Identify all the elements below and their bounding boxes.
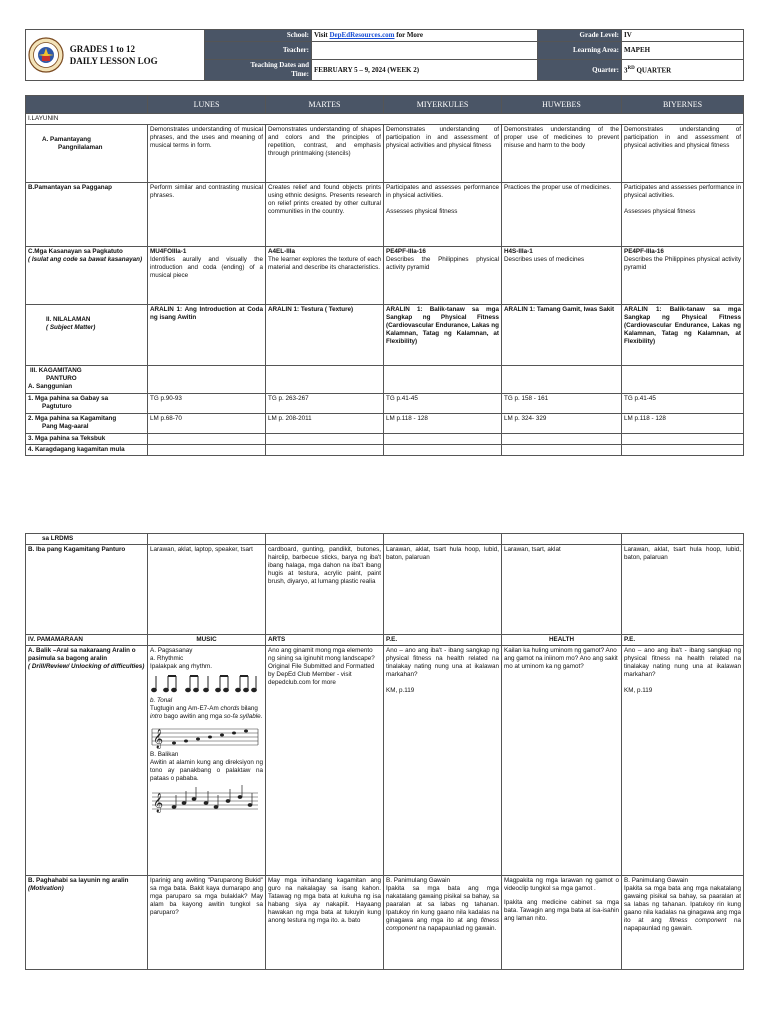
cell-r3-miyerkules [384,434,502,445]
cell-r2-huwebes: LM p. 324- 329 [502,414,622,434]
row-label-karagdagang-kagamitan: 4. Karagdagang kagamitan mula [26,445,148,456]
cell-b-miyerkules: Participates and assesses performance in physical activities. Assesses physical fitness [384,183,502,247]
music-tonal-text: Tugtugin ang Am-E7-Am chords bilang intro bago awitin ang mga so-fa syllable. [150,705,263,720]
subject-pe-1: P.E. [384,635,502,646]
svg-text:𝄞: 𝄞 [153,729,164,749]
cell-r2-biyernes: LM p.118 - 128 [622,414,744,434]
music-staff-icon [150,785,260,819]
cell-balik-aral-pe-2: Ano – ano ang iba't - ibang sangkap ng physical fitness na health related na tinalakay nating nung una at ikalawan markahan? KM, p.119 [622,646,744,876]
row-label-teksbuk: 3. Mga pahina sa Teksbuk [26,434,148,445]
cell-lrdms-huwebes [502,534,622,545]
day-header-martes: MARTES [266,96,384,114]
cell-lrdms-martes [266,534,384,545]
area-label: Learning Area: [538,42,622,60]
cell-r3-martes [266,434,384,445]
cell-paghahabi-pe-2: B. Panimulang Gawain Ipakita sa mga bata ang mga nakatalang gawaing pisikal sa bahay, sa paaralan at sa labas ng tahanan. Ipatukoy rin kung gaano nila kadalas na ginagawa ang mga ito at ang fitness component na napapaunlad ng gawain. [622,876,744,970]
cell-ii-miyerkules: ARALIN 1: Balik-tanaw sa mga Sangkap ng Physical Fitness (Cardiovascular Endurance, Lakas ng Kalamnan, Tatag ng Kalamnan, at Flexibility) [384,305,502,366]
row-label-kagamitang-panturo: III. KAGAMITANG PANTURO A. Sanggunian [26,366,148,394]
cell-c-miyerkules: PE4PF-IIIa-16 Describes the Philippines physical activity pyramid [384,247,502,305]
area-value: MAPEH [622,42,744,60]
header-corner [26,96,148,114]
teacher-value [312,42,538,60]
cell-balik-aral-pe-1: Ano – ano ang iba't - ibang sangkap ng physical fitness na health related na tinalakay nating nung una at ikalawan markahan? KM, p.119 [384,646,502,876]
cell-balik-aral-arts: Ano ang ginamit mong mga elemento ng sining sa iginuhit mong landscape? Original File Submitted and Formatted by DepEd Club Member - visit depedclub.com for more [266,646,384,876]
day-header-huwebes: HUWEBES [502,96,622,114]
row-label-pamamaraan: IV. PAMAMARAAN [26,635,148,646]
cell-a-biyernes: Demonstrates understanding of participation in and assessment of physical activities and physical fitness [622,125,744,183]
row-label-pamantayang-pangnilalaman: A. Pamantayang Pangnilalaman [26,125,148,183]
quarter-label: Quarter: [538,60,622,81]
cell-r4-biyernes [622,445,744,456]
cell-r2-martes: LM p. 208-2011 [266,414,384,434]
row-label-kagamitang-mag-aaral: 2. Mga pahina sa Kagamitang Pang Mag-aaral [26,414,148,434]
cell-iii-lunes [148,366,266,394]
cell-a-lunes: Demonstrates understanding of musical phrases, and the uses and meaning of musical terms in form. [148,125,266,183]
log-title [70,43,158,67]
cell-paghahabi-arts: May mga inihandang kagamitan ang guro na nakalagay sa isang kahon. Tatawag ng mga bata at kukuha ng isa habang siya ay nakapiit. Hayaang hawakan ng mga bata at tukuyin kung anong testura ng mga ito. a. bato [266,876,384,970]
cell-r3-huwebes [502,434,622,445]
cell-c-lunes: MU4FOIIIa-1 Identifies aurally and visually the introduction and coda (ending) of a musical piece [148,247,266,305]
cell-paghahabi-music: Iparinig ang awiting "Paruparong Bukid" sa mga bata. Bakit kaya dumarapo ang mga paruparo sa mga bulaklak? May alam ba kayong awitin tungkol sa paruparo? [148,876,266,970]
cell-ii-martes: ARALIN 1: Testura ( Texture) [266,305,384,366]
music-pagsasanay: A. Pagsasanay [150,647,193,654]
day-header-biyernes: BIYERNES [622,96,744,114]
cell-r2-lunes: LM p.68-70 [148,414,266,434]
lesson-table-part1 [25,95,744,456]
cell-paghahabi-health: Magpakita ng mga larawan ng gamot o videoclip tungkol sa mga gamot . Ipakita ang medicine cabinet sa mga bata. Tawagin ang mga bata at isa-isahin ang laman nito. [502,876,622,970]
grade-value: IV [622,30,744,42]
subject-arts: ARTS [266,635,384,646]
cell-iii-huwebes [502,366,622,394]
cell-r3-biyernes [622,434,744,445]
music-staff-icon [150,723,260,749]
row-label-iba-pang-kagamitan: B. Iba pang Kagamitang Panturo [26,545,148,635]
title-line2: DAILY LESSON LOG [69,56,158,66]
cell-lrdms-miyerkules [384,534,502,545]
cell-b2-martes: cardboard, gunting, pandikit, butones, hairclip, barbecue sticks, barya ng iba't ibang halaga, mga dahon na iba't ibang hugis at testura, acrylic paint, paint brush, diyaryo, at lumang plastic realia [266,545,384,635]
cell-iii-martes [266,366,384,394]
cell-c-huwebes: H4S-IIIa-1 Describes uses of medicines [502,247,622,305]
cell-r1-huwebes: TG p. 158 - 161 [502,394,622,414]
cell-c-biyernes: PE4PF-IIIa-16 Describes the Philippines physical activity pyramid [622,247,744,305]
cell-b2-miyerkules: Larawan, aklat, tsart hula hoop, lubid, baton, palaruan [384,545,502,635]
cell-c-martes: A4EL-IIIa The learner explores the texture of each material and describe its characteristics. [266,247,384,305]
subject-pe-2: P.E. [622,635,744,646]
rhythm-notes-icon [150,673,260,695]
cell-r4-miyerkules [384,445,502,456]
header-table [25,29,744,81]
cell-balik-aral-music: A. Pagsasanay a. Rhythmic Ipalakpak ang rhythm. b. Tonal Tugtugin ang Am-E7-Am chords bilang intro bago awitin ang mga so-fa syllable. 𝄞 B. Balikan Awitin at alamin kung ang direksiyon ng tono ay panakbang o palaktaw na pataas o pababa. 𝄞 [148,646,266,876]
cell-r4-lunes [148,445,266,456]
cell-r1-martes: TG p. 263-267 [266,394,384,414]
cell-b-martes: Creates relief and found objects prints using ethnic designs. Presents research on relief prints created by other cultural communities in the country. [266,183,384,247]
cell-b-huwebes: Practices the proper use of medicines. [502,183,622,247]
subject-music: MUSIC [148,635,266,646]
row-label-nilalaman: II. NILALAMAN ( Subject Matter) [26,305,148,366]
row-label-lrdms: sa LRDMS [26,534,148,545]
cell-b-biyernes: Participates and assesses performance in physical activities. Assesses physical fitness [622,183,744,247]
cell-r4-huwebes [502,445,622,456]
deped-seal-logo [28,37,64,73]
grade-label: Grade Level: [538,30,622,42]
cell-b2-lunes: Larawan, aklat, laptop, speaker, tsart [148,545,266,635]
row-label-paghahabi: B. Paghahabi sa layunin ng aralin (Motivation) [26,876,148,970]
cell-r2-miyerkules: LM p.118 - 128 [384,414,502,434]
row-label-balik-aral: A. Balik –Aral sa nakaraang Aralin o pasimula sa bagong aralin ( Drill/Review/ Unlocking of difficulties) [26,646,148,876]
cell-ii-huwebes: ARALIN 1: Tamang Gamit, Iwas Sakit [502,305,622,366]
cell-r4-martes [266,445,384,456]
row-label-kasanayan: C.Mga Kasanayan sa Pagkatuto ( Isulat ang code sa bawat kasanayan) [26,247,148,305]
cell-r3-lunes [148,434,266,445]
cell-r1-lunes: TG p.90-93 [148,394,266,414]
quarter-value: 3RD QUARTER [622,60,744,81]
cell-ii-lunes: ARALIN 1: Ang Introduction at Coda ng isang Awitin [148,305,266,366]
dates-label: Teaching Dates and Time: [205,60,312,81]
cell-r1-miyerkules: TG p.41-45 [384,394,502,414]
subject-health: HEALTH [502,635,622,646]
cell-paghahabi-pe-1: B. Panimulang Gawain Ipakita sa mga bata ang mga nakatalang gawaing pisikal sa bahay, sa paaralan at sa labas ng tahanan. Ipatukoy rin kung gaano nila kadalas na ginagawa ang mga ito at ang fitness component na napapaunlad ng gawain. [384,876,502,970]
cell-b-lunes: Perform similar and contrasting musical phrases. [148,183,266,247]
row-label-gabay-pagtuturo: 1. Mga pahina sa Gabay sa Pagtuturo [26,394,148,414]
cell-r1-biyernes: TG p.41-45 [622,394,744,414]
cell-a-huwebes: Demonstrates understanding of the proper use of medicines to prevent misuse and harm to the body [502,125,622,183]
cell-b2-biyernes: Larawan, aklat, tsart hula hoop, lubid, baton, palaruan [622,545,744,635]
header-title-cell [26,30,205,81]
school-label: School: [205,30,312,42]
school-value: Visit DepEdResources.com for More [312,30,538,42]
day-header-lunes: LUNES [148,96,266,114]
cell-a-martes: Demonstrates understanding of shapes and colors and the principles of repetition, contrast, and emphasis through printmaking (stencils) [266,125,384,183]
cell-iii-miyerkules [384,366,502,394]
cell-b2-huwebes: Larawan, tsart, aklat [502,545,622,635]
cell-lrdms-lunes [148,534,266,545]
depedresources-link[interactable]: DepEdResources.com [329,31,395,39]
lesson-table-part2 [25,533,744,970]
title-line1: GRADES 1 to 12 [69,44,136,54]
cell-balik-aral-health: Kailan ka huling uminom ng gamot? Ano ang gamot na iniinom mo? Ano ang sakit mo at uminom ka ng gamot? [502,646,622,876]
cell-ii-biyernes: ARALIN 1: Balik-tanaw sa mga Sangkap ng Physical Fitness (Cardiovascular Endurance, Lakas ng Kalamnan, Tatag ng Kalamnan, at Flexibility) [622,305,744,366]
cell-lrdms-biyernes [622,534,744,545]
layunin-row: I.LAYUNIN [26,114,744,125]
cell-a-miyerkules: Demonstrates understanding of participation in and assessment of physical activities and physical fitness [384,125,502,183]
day-header-miyerkules: MIYERKULES [384,96,502,114]
cell-iii-biyernes [622,366,744,394]
dates-value: FEBRUARY 5 – 9, 2024 (WEEK 2) [312,60,538,81]
teacher-label: Teacher: [205,42,312,60]
row-label-pamantayan-pagganap: B.Pamantayan sa Pagganap [26,183,148,247]
svg-text:𝄞: 𝄞 [153,793,164,813]
